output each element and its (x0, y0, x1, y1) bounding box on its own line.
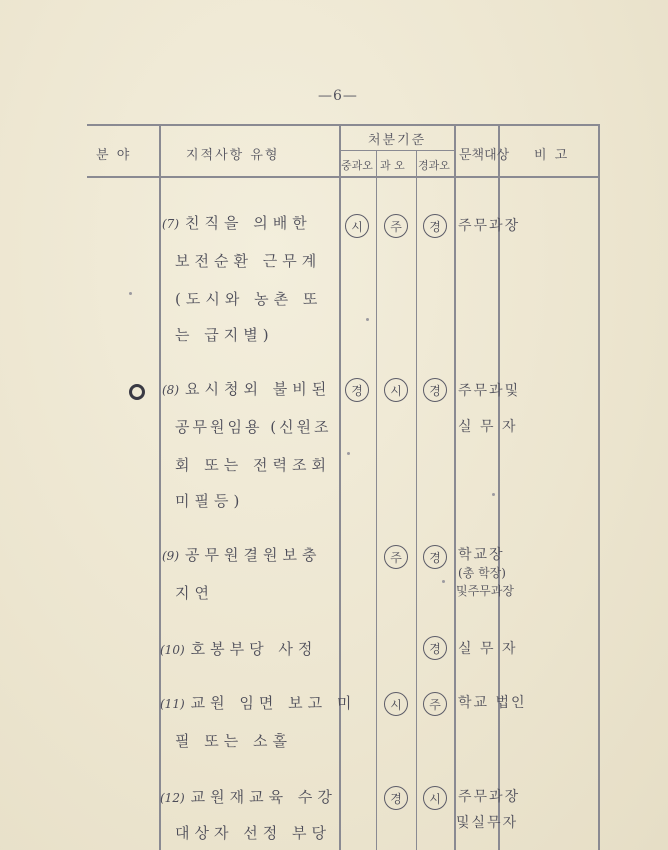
item-9-mark-normal: 주 (384, 545, 408, 569)
col-divider-3 (376, 150, 377, 850)
item-9-responsible-3: 및주무과장 (456, 584, 514, 598)
col-divider-2 (339, 124, 341, 850)
paper-speck (347, 452, 350, 455)
item-8-line-2: 공무원임용 (신원조 (175, 418, 332, 436)
item-12-mark-normal: 경 (384, 786, 408, 810)
header-responsible: 문책대상 (459, 148, 510, 163)
item-12-number: (12) (160, 791, 185, 805)
item-7-mark-major: 시 (345, 214, 369, 238)
item-12-responsible-2: 및실무자 (456, 815, 519, 831)
item-7-line-4: 는 급지별) (175, 326, 274, 344)
header-criteria-normal: 과 오 (380, 159, 405, 172)
header-bottom-border (87, 176, 599, 178)
item-12-responsible-1: 주무과장 (458, 789, 521, 805)
paper-speck (442, 580, 445, 583)
item-8-line-3: 회 또는 전력조회 (175, 456, 331, 474)
item-12-line-2: 대상자 선정 부당 (175, 824, 331, 842)
header-item-type: 지적사항 유형 (186, 148, 280, 163)
item-11-mark-minor: 주 (423, 692, 447, 716)
header-field: 분 야 (96, 148, 132, 163)
item-9-line-2: 지연 (175, 584, 214, 602)
item-10-responsible: 실 무 자 (458, 641, 518, 657)
item-11-mark-normal: 시 (384, 692, 408, 716)
item-9-number: (9) (162, 549, 179, 563)
header-remarks: 비 고 (534, 148, 570, 163)
page-number: —6— (318, 88, 358, 104)
col-divider-1 (159, 124, 161, 850)
item-8-responsible-2: 실 무 자 (458, 419, 518, 435)
item-8-responsible-1: 주무과및 (458, 383, 521, 399)
item-12-mark-minor: 시 (423, 786, 447, 810)
item-7-number: (7) (162, 217, 179, 231)
item-10-line-1: (10) 호봉부당 사정 (160, 640, 318, 658)
item-7-mark-normal: 주 (384, 214, 408, 238)
col-divider-4 (416, 150, 417, 850)
item-8-mark-minor: 경 (423, 378, 447, 402)
paper-speck (366, 318, 369, 321)
item-8-line-4: 미필등) (175, 492, 245, 510)
item-9-responsible-1: 학교장 (458, 547, 505, 563)
item-8-mark-major: 경 (345, 378, 369, 402)
item-9-mark-minor: 경 (423, 545, 447, 569)
item-7-mark-minor: 경 (423, 214, 447, 238)
item-8-line-1: (8) 요시청외 불비된 (162, 380, 332, 398)
item-11-number: (11) (160, 697, 185, 711)
item-9-responsible-2: (총 학장) (458, 566, 506, 580)
item-11-responsible: 학교 법인 (458, 695, 527, 711)
item-7-line-2: 보전순환 근무계 (175, 252, 322, 270)
margin-bullet-mark (129, 384, 145, 400)
item-11-line-1: (11) 교원 임면 보고 미 (160, 694, 357, 712)
paper-speck (492, 493, 495, 496)
table-right-border (598, 124, 600, 850)
item-10-mark-minor: 경 (423, 636, 447, 660)
item-7-line-3: (도시와 농촌 또 (175, 290, 323, 308)
item-7-responsible: 주무과장 (458, 218, 521, 234)
paper-speck (129, 292, 132, 295)
item-10-number: (10) (160, 643, 185, 657)
header-criteria-major: 중과오 (341, 159, 373, 172)
header-criteria-minor: 경과오 (418, 159, 450, 172)
item-7-line-1: (7) 친직을 의배한 (162, 214, 312, 232)
item-8-mark-normal: 시 (384, 378, 408, 402)
item-12-line-1: (12) 교원재교육 수강 (160, 788, 337, 806)
header-criteria: 처분기준 (368, 133, 427, 148)
item-9-line-1: (9) 공무원결원보충 (162, 546, 322, 564)
criteria-divider (339, 150, 454, 151)
col-divider-5 (454, 124, 456, 850)
item-8-number: (8) (162, 383, 179, 397)
table-top-border (87, 124, 599, 126)
item-11-line-2: 필 또는 소홀 (175, 732, 292, 750)
